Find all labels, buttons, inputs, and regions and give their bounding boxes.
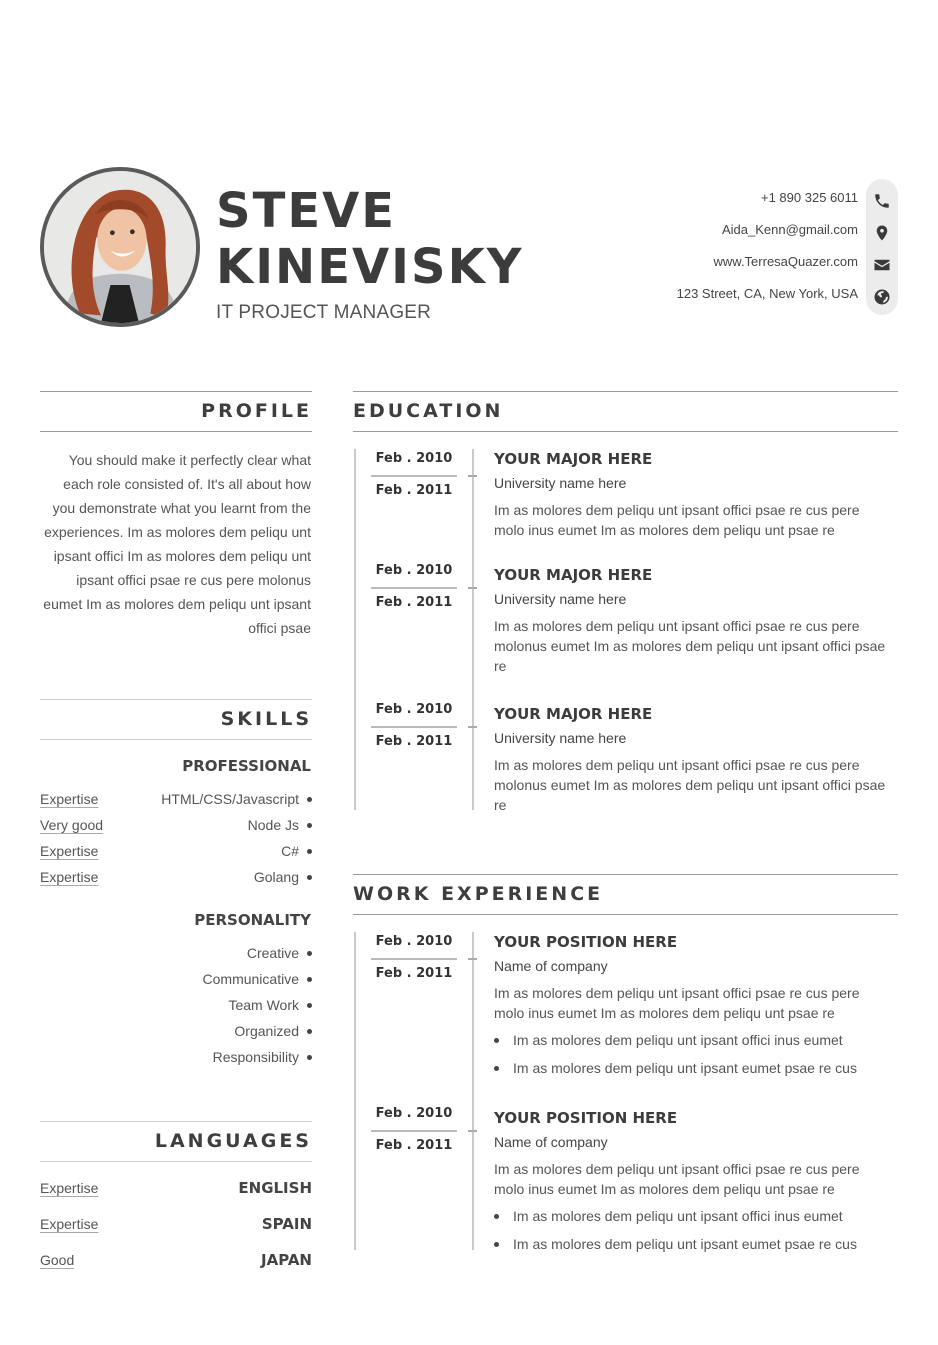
profile-text: You should make it perfectly clear what each role consisted of. It's all about how you demonstrate what you learnt from the experiences. Im as molores dem peliqu unt ipsant offici Im as molores dem peliqu unt ipsant offici psae re cus pere molonus eumet Im as molores dem peliqu unt ipsant offici psae <box>43 452 311 636</box>
education-school: University name here <box>494 475 627 491</box>
bullet-text: Im as molores dem peliqu unt ipsant eumet psae re cus <box>513 1060 857 1076</box>
skill-level: Expertise <box>40 843 99 859</box>
position-bullet <box>494 1032 843 1048</box>
personality-item <box>40 1018 312 1044</box>
contact-address: 123 Street, CA, New York, USA <box>676 286 858 301</box>
personality-label <box>234 1023 312 1039</box>
position-description: Im as molores dem peliqu unt ipsant offici psae re cus pere molo inus eumet Im as molores dem peliqu unt psae re <box>494 985 860 1021</box>
company-name: Name of company <box>494 1134 608 1150</box>
timeline-tick <box>468 1130 477 1132</box>
bullet-dot-icon <box>494 1038 499 1043</box>
personality-label <box>213 1049 312 1065</box>
bullet-text: Im as molores dem peliqu unt ipsant offici inus eumet <box>513 1208 843 1224</box>
work-timeline-line-inner <box>472 932 474 1250</box>
skill-level: Very good <box>40 817 104 833</box>
skill-name <box>248 817 312 833</box>
skill-name <box>161 791 312 807</box>
timeline-tick <box>468 587 477 589</box>
envelope-icon <box>866 249 898 281</box>
education-title: YOUR MAJOR HERE <box>494 450 653 468</box>
personality-item <box>40 1044 312 1070</box>
personality-label <box>228 997 312 1013</box>
timeline-tick <box>468 958 477 960</box>
skill-label: Node Js <box>247 817 299 833</box>
date-divider <box>371 726 457 728</box>
skill-name <box>254 869 312 885</box>
date-divider <box>371 958 457 960</box>
languages-heading: LANGUAGES <box>40 1121 312 1162</box>
education-heading: EDUCATION <box>353 391 898 432</box>
skill-label: HTML/CSS/Javascript <box>161 791 299 807</box>
portrait-image <box>44 171 196 323</box>
language-row <box>40 1247 312 1273</box>
date-from: Feb . 2010 <box>375 451 453 466</box>
bullet-dot-icon <box>307 977 312 982</box>
personality-text: Creative <box>246 945 299 961</box>
date-to: Feb . 2011 <box>375 1138 453 1153</box>
date-from: Feb . 2010 <box>375 934 453 949</box>
language-name: SPAIN <box>261 1215 312 1233</box>
contact-list <box>677 182 858 310</box>
bullet-text: Im as molores dem peliqu unt ipsant offici inus eumet <box>513 1032 843 1048</box>
bullet-dot-icon <box>307 849 312 854</box>
contact-email[interactable]: Aida_Kenn@gmail.com <box>721 222 858 237</box>
contact-phone[interactable]: +1 890 325 6011 <box>761 190 858 205</box>
job-title: IT PROJECT MANAGER <box>216 302 432 323</box>
bullet-text: Im as molores dem peliqu unt ipsant eumet psae re cus <box>513 1236 857 1252</box>
education-description: Im as molores dem peliqu unt ipsant offici psae re cus pere molonus eumet Im as molores dem peliqu unt ipsant offici psae re <box>494 757 886 813</box>
bullet-dot-icon <box>494 1214 499 1219</box>
education-title: YOUR MAJOR HERE <box>494 705 653 723</box>
date-from: Feb . 2010 <box>375 563 453 578</box>
personality-text: Organized <box>234 1023 299 1039</box>
skill-level: Expertise <box>40 869 99 885</box>
phone-icon <box>866 185 898 217</box>
skill-label: C# <box>281 843 299 859</box>
bullet-dot-icon <box>307 823 312 828</box>
language-row <box>40 1175 312 1201</box>
education-timeline-line <box>354 449 356 810</box>
professional-heading: PROFESSIONAL <box>182 757 311 775</box>
date-to: Feb . 2011 <box>375 734 453 749</box>
personality-heading: PERSONALITY <box>194 911 311 929</box>
bullet-dot-icon <box>307 1055 312 1060</box>
education-title: YOUR MAJOR HERE <box>494 566 653 584</box>
map-pin-icon <box>866 217 898 249</box>
education-description: Im as molores dem peliqu unt ipsant offici psae re cus pere molo inus eumet Im as molores dem peliqu unt psae re <box>494 502 860 538</box>
timeline-tick <box>468 475 477 477</box>
skill-level: Expertise <box>40 791 99 807</box>
skill-row <box>40 864 312 890</box>
position-bullet <box>494 1236 857 1252</box>
skills-heading: SKILLS <box>40 699 312 740</box>
language-level: Expertise <box>40 1180 99 1196</box>
language-name: JAPAN <box>261 1251 312 1269</box>
education-description: Im as molores dem peliqu unt ipsant offici psae re cus pere molonus eumet Im as molores dem peliqu unt ipsant offici psae re <box>494 618 886 674</box>
date-from: Feb . 2010 <box>375 1106 453 1121</box>
bullet-dot-icon <box>307 1003 312 1008</box>
name-last: KINEVISKY <box>216 239 524 295</box>
position-bullet <box>494 1208 843 1224</box>
personality-text: Communicative <box>202 971 299 987</box>
bullet-dot-icon <box>494 1066 499 1071</box>
personality-text: Responsibility <box>212 1049 299 1065</box>
globe-icon <box>866 281 898 313</box>
work-experience-heading: WORK EXPERIENCE <box>353 874 898 915</box>
education-school: University name here <box>494 730 627 746</box>
date-to: Feb . 2011 <box>375 483 453 498</box>
profile-heading: PROFILE <box>40 391 312 432</box>
date-to: Feb . 2011 <box>375 966 453 981</box>
bullet-dot-icon <box>307 1029 312 1034</box>
timeline-tick <box>468 726 477 728</box>
personality-item <box>40 940 312 966</box>
date-divider <box>371 475 457 477</box>
position-title: YOUR POSITION HERE <box>494 1109 678 1127</box>
bullet-dot-icon <box>307 875 312 880</box>
personality-item <box>40 966 312 992</box>
language-name: ENGLISH <box>238 1179 312 1197</box>
date-divider <box>371 1130 457 1132</box>
skill-name <box>281 843 312 859</box>
personality-item <box>40 992 312 1018</box>
position-title: YOUR POSITION HERE <box>494 933 678 951</box>
skill-row <box>40 786 312 812</box>
date-to: Feb . 2011 <box>375 595 453 610</box>
bullet-dot-icon <box>307 951 312 956</box>
skill-row <box>40 838 312 864</box>
language-level: Expertise <box>40 1216 99 1232</box>
personality-label <box>203 971 312 987</box>
personality-text: Team Work <box>228 997 299 1013</box>
skill-label: Golang <box>253 869 299 885</box>
education-school: University name here <box>494 591 627 607</box>
candidate-name <box>216 183 524 295</box>
language-row <box>40 1211 312 1237</box>
language-level: Good <box>40 1252 75 1268</box>
contact-icon-bar <box>866 179 898 315</box>
date-from: Feb . 2010 <box>375 702 453 717</box>
bullet-dot-icon <box>307 797 312 802</box>
date-divider <box>371 587 457 589</box>
education-timeline-line-inner <box>472 449 474 810</box>
contact-website[interactable]: www.TerresaQuazer.com <box>713 254 858 269</box>
personality-label <box>247 945 312 961</box>
name-first: STEVE <box>216 183 397 239</box>
work-timeline-line <box>354 932 356 1250</box>
profile-photo <box>40 167 200 327</box>
company-name: Name of company <box>494 958 608 974</box>
skill-row <box>40 812 312 838</box>
position-bullet <box>494 1060 857 1076</box>
position-description: Im as molores dem peliqu unt ipsant offici psae re cus pere molo inus eumet Im as molores dem peliqu unt psae re <box>494 1161 860 1197</box>
bullet-dot-icon <box>494 1242 499 1247</box>
